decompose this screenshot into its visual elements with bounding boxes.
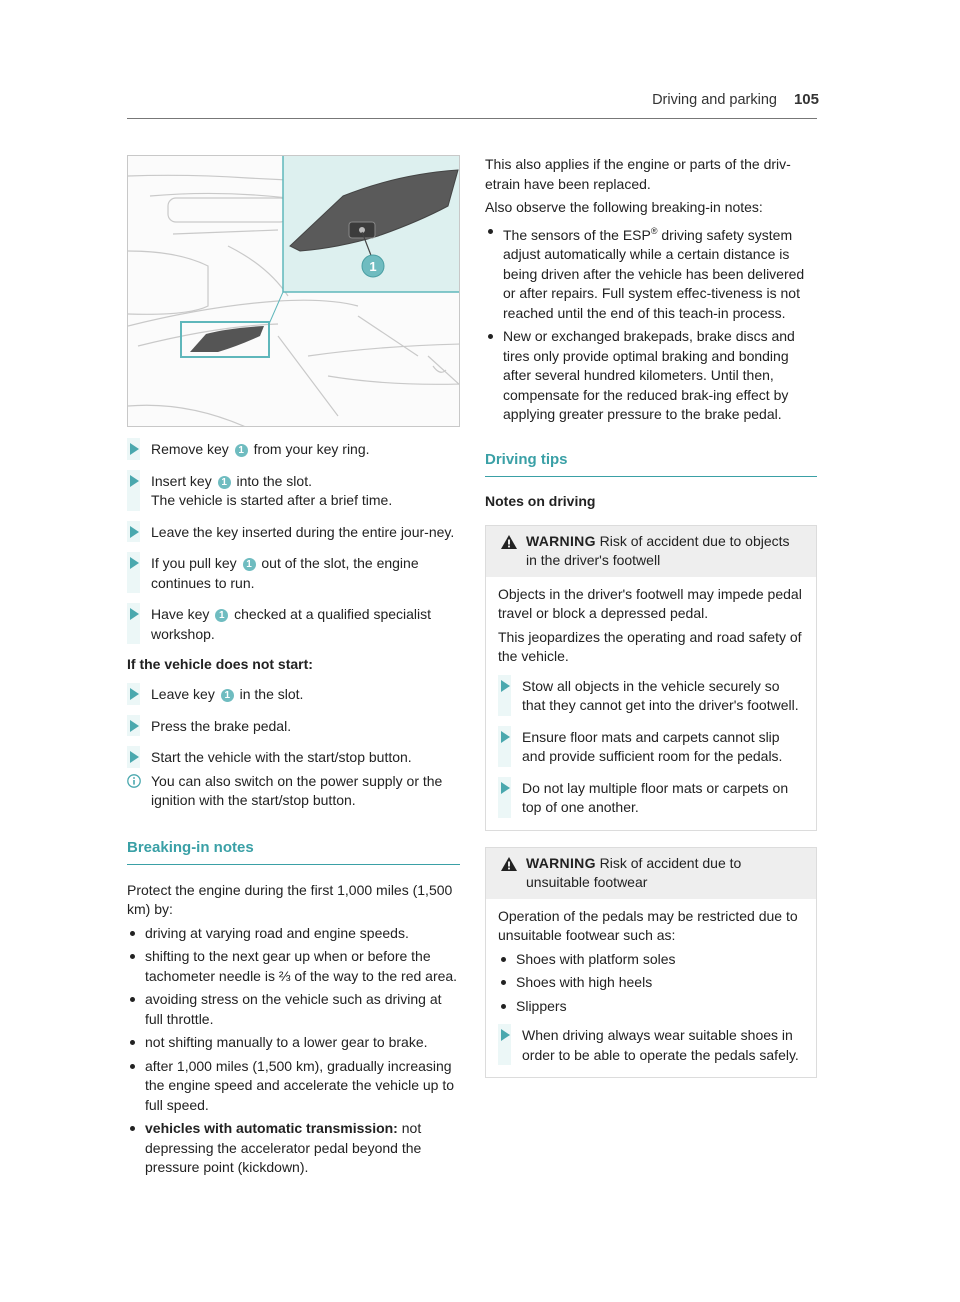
step-no-multiple-mats: Do not lay multiple floor mats or carpets on top of one another. [498,779,804,818]
step-floor-mats: Ensure floor mats and carpets cannot slip and provide sufficient room for the pedals. [498,728,804,767]
step-arrow-icon [501,782,510,794]
warning-body: Objects in the driver's footwell may impede pedal travel or block a depressed pedal. This jeopardizes the operating and road safety of the vehicle. Stow all objects in the vehicle securely so that they cannot get into the driver's footwell. Ensure floor mats and carpets cannot slip and provide sufficient room for the pedals. Do not lay multiple floor mats or carpets on top of one another. [486,577,816,830]
header-rule [127,118,817,119]
step-insert-key: Insert key 1 into the slot. The vehicle is started after a brief time. [127,472,460,511]
list-item: Shoes with platform soles [498,950,804,970]
footwear-list [498,950,804,1017]
step-remove-key: Remove key 1 from your key ring. [127,440,460,460]
list-item: The sensors of the ESP® driving safety system adjust automatically while a certain distance is being driven after the vehicle has been delivered or after repairs. Full system effec-tiveness is not reached until the end of this teach-in process. [485,222,817,324]
step-arrow-icon [130,475,139,487]
warning-header: WARNING Risk of accident due to unsuitable footwear [486,848,816,899]
subheading-does-not-start: If the vehicle does not start: [127,656,313,672]
step-arrow-icon [130,688,139,700]
key-callout-badge: 1 [235,444,248,457]
step-press-brake: Press the brake pedal. [127,717,460,737]
step-leave-key-slot: Leave key 1 in the slot. [127,685,460,705]
step-stow-objects: Stow all objects in the vehicle securely so that they cannot get into the driver's footwell. [498,677,804,716]
step-arrow-icon [130,526,139,538]
page-number: 105 [793,91,819,108]
additional-notes-list [485,222,817,425]
warning-box-footwear [485,847,817,1079]
step-wear-suitable-shoes: When driving always wear suitable shoes in order to be able to operate the pedals safely. [498,1026,804,1065]
step-check-key: Have key 1 checked at a qualified specialist workshop. [127,605,460,644]
list-item: Shoes with high heels [498,973,804,993]
list-item: after 1,000 miles (1,500 km), gradually increasing the engine speed and accelerate the vehicle up to full speed. [127,1057,460,1116]
step-leave-key: Leave the key inserted during the entire jour-ney. [127,523,460,543]
list-item: driving at varying road and engine speeds. [127,924,460,944]
list-item: shifting to the next gear up when or before the tachometer needle is ⅔ of the way to the red area. [127,947,460,986]
warning-triangle-icon [500,534,518,550]
right-column [485,155,817,1094]
list-item: not shifting manually to a lower gear to brake. [127,1033,460,1053]
step-result: The vehicle is started after a brief time. [151,492,393,508]
step-arrow-icon [501,731,510,743]
info-note: You can also switch on the power supply or the ignition with the start/stop button. [127,772,460,811]
list-item: New or exchanged brakepads, brake discs and tires only provide optimal braking and bonding after several hundred kilometers. Until then, compensate for the reduced brak-ing effect by applying greater pressure to the brake pedal. [485,327,817,425]
dashboard-drawing [128,156,460,427]
warning-triangle-icon [500,856,518,872]
step-arrow-icon [501,1029,510,1041]
key-callout-badge: 1 [221,689,234,702]
subheading-notes-on-driving: Notes on driving [485,492,596,509]
key-slot-illustration [127,155,460,427]
step-arrow-icon [130,720,139,732]
callout-1-label: 1 [369,259,377,274]
step-arrow-icon [130,443,139,455]
left-column [127,440,460,1182]
warning-body: Operation of the pedals may be restricted due to unsuitable footwear such as: Shoes with platform soles Shoes with high heels Slippers When driving always wear suitable shoes in order to be able to operate the pedals safely. [486,899,816,1078]
section-title-driving-tips: Driving tips [485,451,817,477]
info-icon [127,774,141,788]
step-start-vehicle: Start the vehicle with the start/stop button. [127,748,460,768]
intro-observe: Also observe the following breaking-in notes: [485,199,763,215]
key-callout-badge: 1 [218,476,231,489]
step-arrow-icon [501,680,510,692]
step-pull-key: If you pull key 1 out of the slot, the engine continues to run. [127,554,460,593]
step-arrow-icon [130,557,139,569]
section-title-breaking-in: Breaking-in notes [127,839,460,865]
step-arrow-icon [130,751,139,763]
key-callout-badge: 1 [243,558,256,571]
warning-box-footwell [485,525,817,831]
header-title: Driving and parking [652,92,777,108]
key-callout-badge: 1 [215,609,228,622]
list-item: Slippers [498,997,804,1017]
warning-header: WARNING Risk of accident due to objects in the driver's footwell [486,526,816,577]
breaking-in-list [127,924,460,1178]
list-item: vehicles with automatic transmission: not depressing the accelerator pedal beyond the pressure point (kickdown). [127,1119,460,1178]
breaking-in-intro: Protect the engine during the first 1,000 miles (1,500 km) by: [127,881,453,917]
step-arrow-icon [130,608,139,620]
intro-drivetrain: This also applies if the engine or parts of the driv-etrain have been replaced. [485,156,791,192]
list-item: avoiding stress on the vehicle such as driving at full throttle. [127,990,460,1029]
